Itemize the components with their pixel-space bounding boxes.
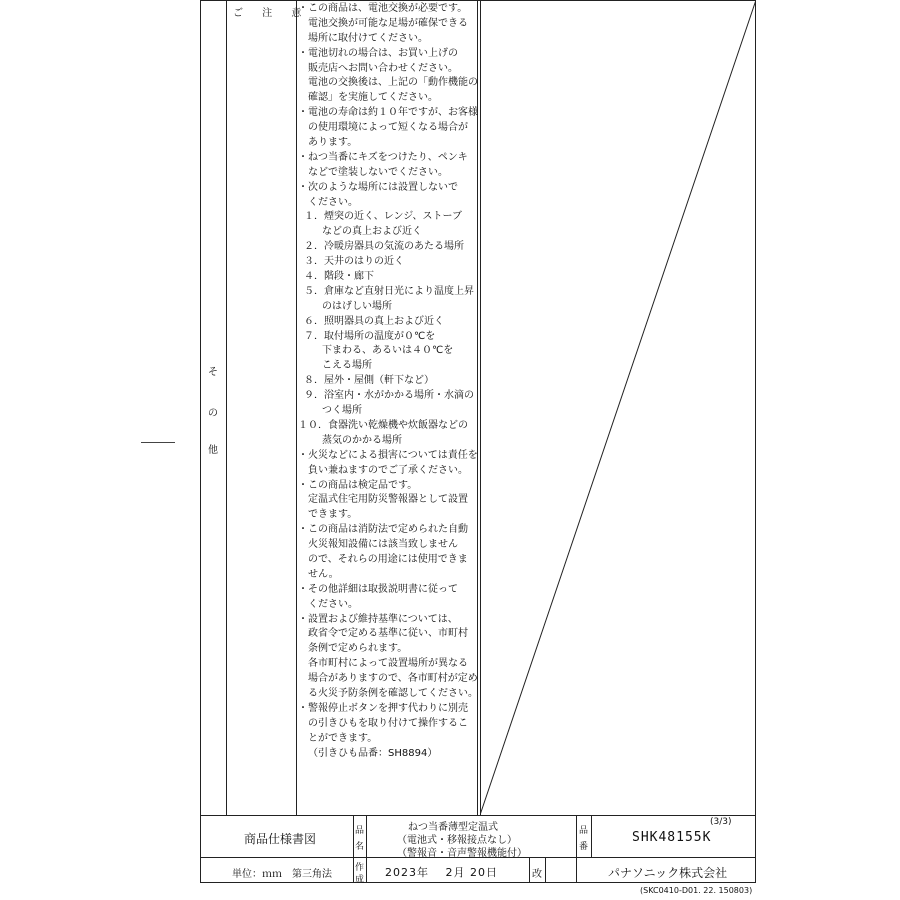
- caution-text-line: つく場所: [322, 405, 362, 417]
- caution-text-line: こえる場所: [322, 360, 372, 372]
- caution-bullet-line: ・この商品は検定品です。: [298, 479, 418, 491]
- caution-text-line: とができます。: [308, 732, 378, 744]
- tb-divider-d: [591, 815, 592, 857]
- hinmei-label-1: 品: [355, 826, 365, 836]
- caution-bullet-line: ・次のような場所には設置しないで: [298, 181, 458, 193]
- caution-text-line: ください。: [308, 598, 358, 610]
- column-divider-1: [226, 0, 227, 815]
- hinban-label-1: 品: [579, 826, 589, 836]
- tb-divider-b: [366, 815, 367, 883]
- side-label-3: 他: [208, 445, 218, 456]
- caution-text-line: ５．倉庫など直射日光により温度上昇: [304, 285, 474, 297]
- caution-text-line: 蒸気のかかる場所: [322, 434, 402, 446]
- caution-text-line: 下まわる、あるいは４０℃を: [322, 345, 454, 357]
- caution-text-line: などの真上および近く: [322, 226, 422, 238]
- side-label-2: の: [208, 408, 218, 419]
- caution-text-line: １０．食器洗い乾燥機や炊飯器などの: [298, 419, 468, 431]
- caution-bullet-line: ・電池切れの場合は、お買い上げの: [298, 47, 458, 59]
- caution-bullet-line: ・その他詳細は取扱説明書に従って: [298, 583, 458, 595]
- caution-bullet-line: ・この商品は、電池交換が必要です。: [298, 3, 468, 14]
- caution-text-line: あります。: [308, 137, 358, 149]
- tb-divider-f: [545, 857, 546, 883]
- sakusei-label-1: 作: [355, 863, 365, 873]
- caution-text-line: の使用環境によって短くなる場合が: [308, 122, 468, 134]
- caution-text-line: （引きひも品番：SH8894）: [308, 747, 438, 759]
- title-block-top: [200, 815, 756, 816]
- caution-text-line: 火災報知設備には該当致しません: [308, 539, 458, 551]
- caution-text-line: のはげしい場所: [322, 300, 392, 312]
- caution-text-line: ので、それらの用途には使用できま: [308, 553, 468, 565]
- caution-text-line: 場所に取付けてください。: [308, 32, 428, 44]
- caution-text-line: 負い兼ねますのでご了承ください。: [308, 464, 468, 476]
- caution-text-line: １．煙突の近く、レンジ、ストーブ: [304, 211, 462, 223]
- hinban-label-2: 番: [579, 842, 589, 852]
- side-label-1: そ: [208, 367, 218, 378]
- created-date: 2023年 2月 20日: [385, 866, 498, 879]
- caution-heading: ご 注 意: [233, 8, 310, 19]
- caution-text-line: 確認」を実施してください。: [308, 92, 438, 104]
- column-divider-2: [296, 0, 297, 815]
- caution-text-line: 電池交換が可能な足場が確保できる: [308, 17, 468, 29]
- hinmei-label-2: 名: [355, 842, 365, 852]
- caution-text-line: 電池の交換後は、上記の「動作機能の: [308, 77, 478, 89]
- caution-bullet-line: ・警報停止ボタンを押す代わりに別売: [298, 702, 468, 714]
- caution-text-line: ９．浴室内・水がかかる場所・水滴の: [304, 390, 474, 402]
- caution-list: [298, 2, 478, 761]
- tb-divider-c: [576, 815, 577, 883]
- product-name-2: （電池式・移報接点なし）: [397, 835, 517, 846]
- caution-text-line: ３．天井のはりの近く: [304, 256, 404, 268]
- caution-text-line: 販売店へお問い合わせください。: [308, 62, 458, 74]
- caution-text-line: ください。: [308, 196, 358, 208]
- tb-divider-a: [353, 815, 354, 883]
- caution-bullet-line: ・この商品は消防法で定められた自動: [298, 524, 468, 536]
- caution-text-line: 場合がありますので、各市町村が定め: [308, 673, 478, 685]
- caution-text-line: 各市町村によって設置場所が異なる: [308, 658, 468, 670]
- unit-projection: 単位：ｍｍ 第三角法: [232, 869, 332, 880]
- caution-text-line: 定温式住宅用防災警報器として設置: [308, 494, 468, 506]
- revision-label: 改: [532, 869, 542, 880]
- company-name: パナソニック株式会社: [608, 866, 728, 880]
- part-number: SHK48155K: [632, 830, 712, 845]
- caution-bullet-line: ・ねつ当番にキズをつけたり、ペンキ: [298, 151, 468, 163]
- caution-text-line: などで塗装しないでください。: [308, 166, 448, 178]
- caution-text-line: ７．取付場所の温度が０℃を: [304, 330, 436, 342]
- product-name-1: ねつ当番薄型定温式: [408, 822, 498, 833]
- caution-text-line: る火災予防条例を確認してください。: [308, 687, 478, 699]
- caution-text-line: 政省令で定める基準に従い、市町村: [308, 628, 468, 640]
- caution-text-line: できます。: [308, 509, 358, 521]
- caution-text-line: ６．照明器具の真上および近く: [304, 315, 444, 327]
- tb-divider-e: [529, 857, 530, 883]
- caution-text-line: せん。: [308, 568, 339, 580]
- caution-bullet-line: ・火災などによる損害については責任を: [298, 449, 478, 461]
- document-code: (SKC0410-D01. 22. 150803): [640, 886, 753, 895]
- product-name-3: （警報音・音声警報機能付）: [397, 848, 527, 859]
- fold-mark: [141, 442, 175, 443]
- caution-text-line: の引きひもを取り付けて操作するこ: [308, 717, 468, 729]
- sakusei-label-2: 成: [355, 875, 365, 885]
- doc-type: 商品仕様書図: [244, 832, 317, 846]
- caution-text-line: ４．階段・廊下: [304, 271, 374, 283]
- page-number: (3/3): [710, 817, 732, 827]
- caution-text-line: ８．屋外・屋側（軒下など）: [304, 375, 434, 387]
- caution-text-line: ２．冷暖房器具の気流のあたる場所: [304, 241, 464, 253]
- caution-bullet-line: ・電池の寿命は約１０年ですが、お客様: [298, 107, 478, 119]
- empty-area-diagonal: [480, 0, 756, 815]
- caution-bullet-line: ・設置および維持基準については、: [298, 613, 458, 625]
- caution-text-line: 条例で定められます。: [308, 643, 408, 655]
